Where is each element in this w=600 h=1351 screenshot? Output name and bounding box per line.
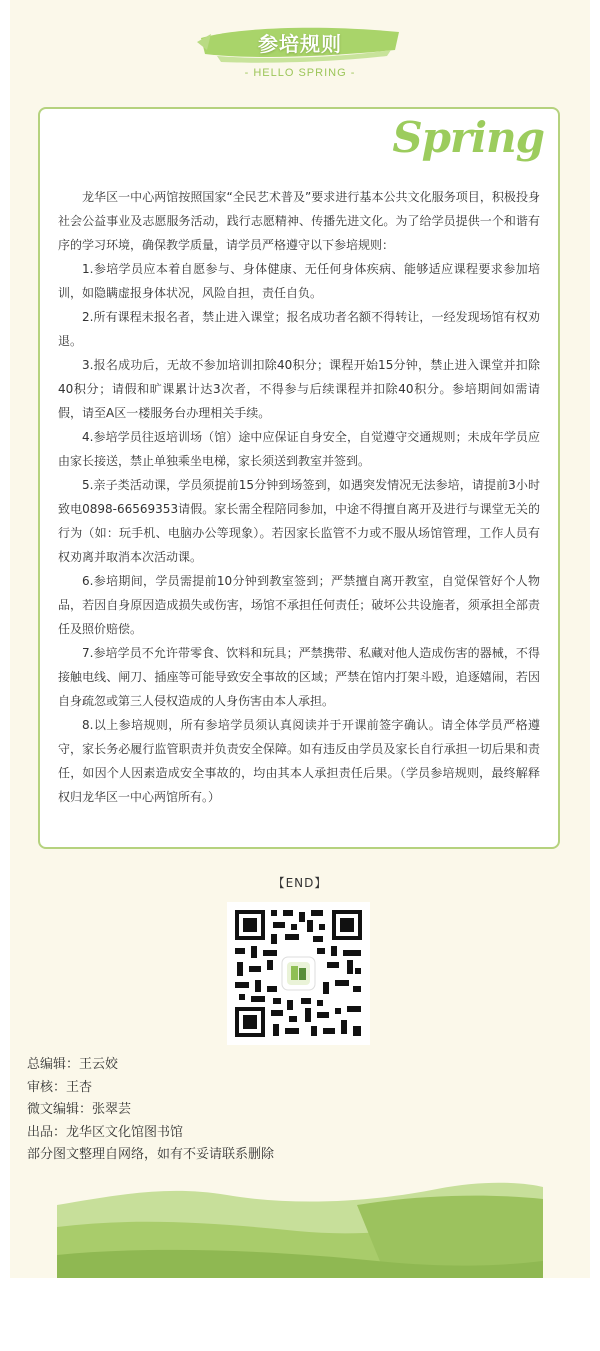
credit-editor-in-chief: 总编辑：王云姣 <box>27 1057 119 1072</box>
rules-intro: 龙华区一中心两馆按照国家“全民艺术普及”要求进行基本公共文化服务项目，积极投身社会公益事业及志愿服务活动，践行志愿精神、传播先进文化。为了给学员提供一个和谐有序的学习环境，确保教学质量，请学员严格遵守以下参培规则： <box>58 190 540 252</box>
qr-code-icon <box>227 902 370 1045</box>
rule-item-1: 1.参培学员应本着自愿参与、身体健康、无任何身体疾病、能够适应课程要求参加培训，如隐瞒虚报身体状况，风险自担，责任自负。 <box>58 262 540 300</box>
rule-item-6: 6.参培期间，学员需提前10分钟到教室签到；严禁擅自离开教室，自觉保管好个人物品，若因自身原因造成损失或伤害，场馆不承担任何责任；破坏公共设施者，须承担全部责任及照价赔偿。 <box>58 574 540 636</box>
credit-wechat-editor: 微文编辑：张翠芸 <box>27 1102 132 1117</box>
rules-body <box>58 185 540 809</box>
end-marker: 【END】 <box>272 876 328 890</box>
rule-item-8: 8.以上参培规则，所有参培学员须认真阅读并于开课前签字确认。请全体学员严格遵守，家长务必履行监管职责并负责安全保障。如有违反由学员及家长自行承担一切后果和责任，如因个人因素造成安全事故的，均由其本人承担责任后果。（学员参培规则，最终解释权归龙华区一中心两馆所有。） <box>58 718 540 804</box>
rule-item-4: 4.参培学员往返培训场（馆）途中应保证自身安全，自觉遵守交通规则；未成年学员应由家长接送，禁止单独乘坐电梯，家长须送到教室并签到。 <box>58 430 540 468</box>
spring-decoration-text: Spring <box>392 113 544 162</box>
green-hills-decoration <box>57 1165 543 1278</box>
article-page <box>10 0 590 1278</box>
qr-code[interactable] <box>227 902 370 1045</box>
credit-producer: 出品：龙华区文化馆图书馆 <box>27 1124 184 1140</box>
page-subtitle: - HELLO SPRING - <box>244 67 356 79</box>
credits-block <box>27 1054 567 1167</box>
rule-item-5: 5.亲子类活动课，学员须提前15分钟到场签到，如遇突发情况无法参培，请提前3小时致电0898-66569353请假。家长需全程陪同参加，中途不得擅自离开及进行与课堂无关的行为（如：玩手机、电脑办公等现象）。若因家长监管不力或不服从场馆管理，工作人员有权劝离并取消本次活动课。 <box>58 478 540 564</box>
credit-reviewer: 审核：王杏 <box>27 1079 93 1095</box>
rule-item-3: 3.报名成功后，无故不参加培训扣除40积分；课程开始15分钟，禁止进入课堂并扣除40积分；请假和旷课累计达3次者，不得参与后续课程并扣除40积分。参培期间如需请假，请至A区一楼服务台办理相关手续。 <box>58 358 540 420</box>
rules-card <box>38 107 560 849</box>
page-title: 参培规则 <box>258 32 342 56</box>
rule-item-7: 7.参培学员不允许带零食、饮料和玩具；严禁携带、私藏对他人造成伤害的器械，不得接触电线、闸刀、插座等可能导致安全事故的区域；严禁在馆内打架斗殴，追逐嬉闹，若因自身疏忽或第三人侵权造成的人身伤害由本人承担。 <box>58 646 540 708</box>
title-banner <box>10 18 590 66</box>
credit-disclaimer: 部分图文整理自网络，如有不妥请联系删除 <box>27 1147 275 1162</box>
rule-item-2: 2.所有课程未报名者，禁止进入课堂；报名成功者名额不得转让，一经发现场馆有权劝退。 <box>58 310 540 348</box>
